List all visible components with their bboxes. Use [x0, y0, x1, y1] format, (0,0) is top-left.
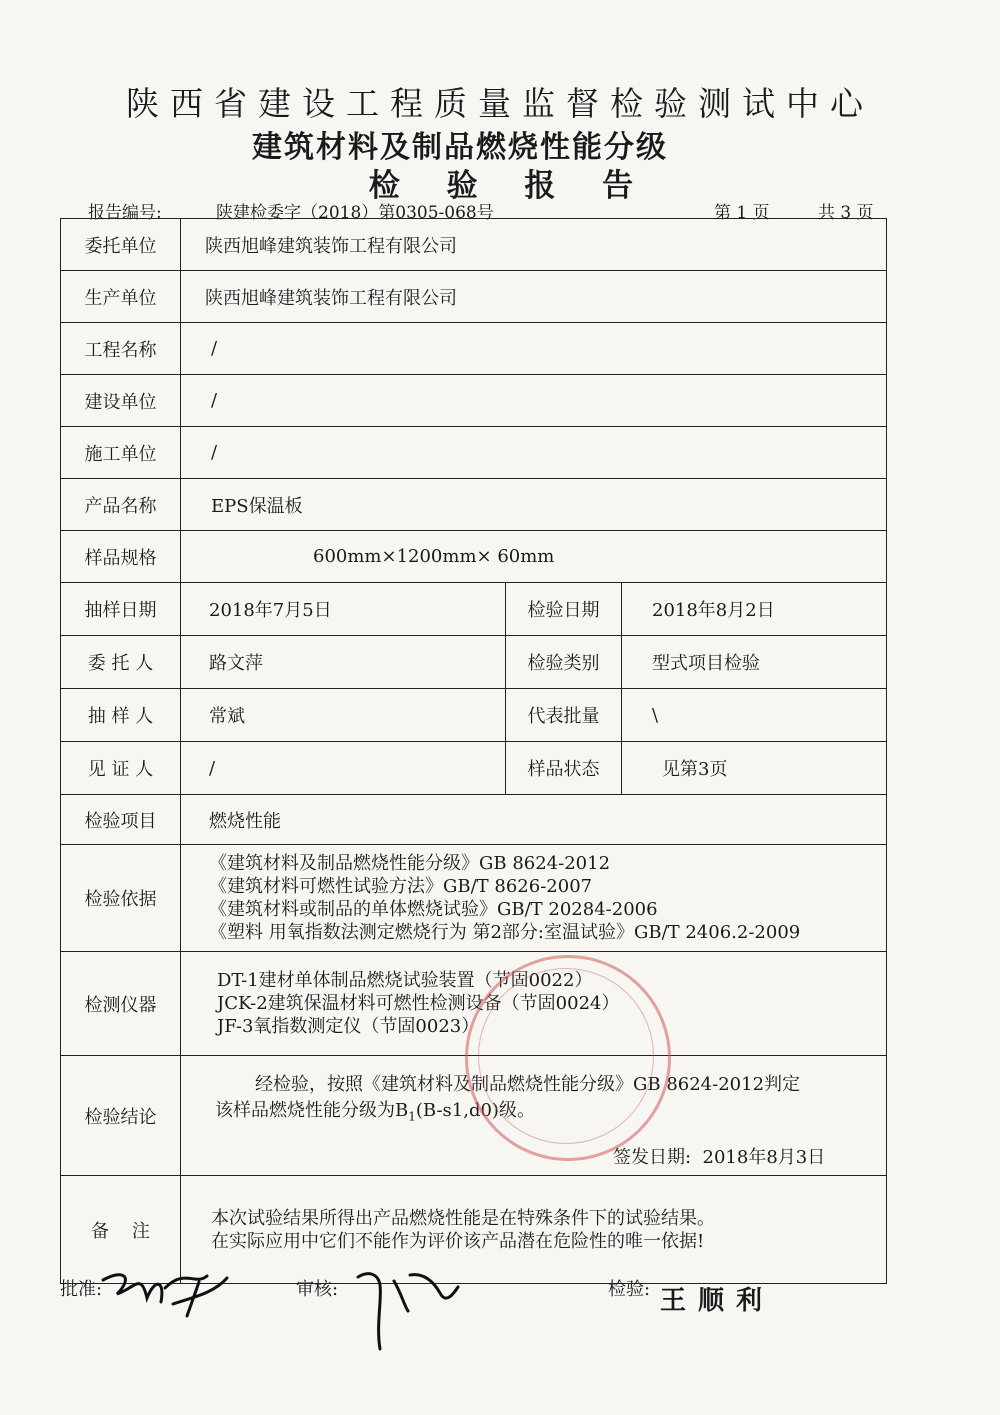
remarks-label: 备 注	[61, 1176, 181, 1284]
report-no: 陕建检委字（2018）第0305-068号	[216, 203, 494, 223]
client-value: 陕西旭峰建筑装饰工程有限公司	[181, 219, 887, 271]
conclusion-grade-suffix: (B-s1,d0)级。	[415, 1100, 535, 1121]
spec-value: 600mm×1200mm× 60mm	[181, 531, 887, 583]
test-type-label: 检验类别	[506, 636, 622, 689]
batch-value: \	[622, 689, 887, 742]
total-pages: 共 3 页	[818, 203, 874, 223]
list-item: DT-1建材单体制品燃烧试验装置（节固0022）	[217, 970, 593, 991]
test-date-label: 检验日期	[506, 583, 622, 636]
table-row	[61, 795, 887, 845]
conclusion-grade-text: 该样品燃烧性能分级为B	[215, 1100, 409, 1121]
table-row	[61, 323, 887, 375]
list-item: 《建筑材料及制品燃烧性能分级》GB 8624-2012	[209, 853, 611, 874]
list-item: JF-3氧指数测定仪（节固0023）	[217, 1016, 480, 1037]
client-label: 委托单位	[61, 219, 181, 271]
list-item: JCK-2建筑保温材料可燃性检测设备（节固0024）	[217, 993, 620, 1014]
sampling-date-label: 抽样日期	[61, 583, 181, 636]
basis-list	[181, 845, 887, 952]
approve-label: 批准:	[60, 1279, 103, 1300]
builder-value: /	[181, 375, 887, 427]
table-row	[61, 479, 887, 531]
table-row	[61, 742, 887, 795]
sample-state-value: 见第3页	[622, 742, 887, 795]
product-label: 产品名称	[61, 479, 181, 531]
instruments-label: 检测仪器	[61, 952, 181, 1056]
conclusion-grade-sub: 1	[408, 1109, 416, 1124]
review-signature	[350, 1265, 470, 1355]
page-info: 第 1 页	[714, 203, 770, 223]
issue-date: 2018年8月3日	[702, 1147, 826, 1168]
inspect-signature: 王顺利	[660, 1286, 775, 1316]
seal-inner-ring	[478, 968, 654, 1144]
issue-date-label: 签发日期:	[613, 1147, 692, 1168]
inspect-label: 检验:	[608, 1279, 651, 1300]
witness-value: /	[181, 742, 506, 795]
table-row	[61, 219, 887, 271]
test-item-label: 检验项目	[61, 795, 181, 845]
table-row	[61, 583, 887, 636]
table-row	[61, 531, 887, 583]
org-title: 陕西省建设工程质量监督检验测试中心	[126, 84, 874, 123]
test-item-value: 燃烧性能	[181, 795, 887, 845]
review-label: 审核:	[296, 1279, 339, 1300]
table-row	[61, 636, 887, 689]
list-item: 《建筑材料或制品的单体燃烧试验》GB/T 20284-2006	[209, 899, 658, 920]
producer-value: 陕西旭峰建筑装饰工程有限公司	[181, 271, 887, 323]
test-date-value: 2018年8月2日	[622, 583, 887, 636]
contractor-value: /	[181, 427, 887, 479]
table-row	[61, 427, 887, 479]
report-table	[60, 218, 887, 1284]
issue-date-row	[613, 1143, 825, 1169]
delegate-label: 委 托 人	[61, 636, 181, 689]
contractor-label: 施工单位	[61, 427, 181, 479]
conclusion-line-1: 经检验，按照《建筑材料及制品燃烧性能分级》GB 8624-2012判定	[255, 1074, 801, 1095]
project-value: /	[181, 323, 887, 375]
witness-label: 见 证 人	[61, 742, 181, 795]
approve-signature	[95, 1258, 235, 1318]
producer-label: 生产单位	[61, 271, 181, 323]
table-row	[61, 375, 887, 427]
sampler-value: 常斌	[181, 689, 506, 742]
table-row	[61, 689, 887, 742]
builder-label: 建设单位	[61, 375, 181, 427]
spec-label: 样品规格	[61, 531, 181, 583]
delegate-value: 路文萍	[181, 636, 506, 689]
table-row	[61, 845, 887, 952]
test-type-value: 型式项目检验	[622, 636, 887, 689]
list-item: 《塑料 用氧指数法测定燃烧行为 第2部分:室温试验》GB/T 2406.2-2009	[209, 922, 801, 943]
basis-label: 检验依据	[61, 845, 181, 952]
conclusion-label: 检验结论	[61, 1056, 181, 1176]
sample-state-label: 样品状态	[506, 742, 622, 795]
subject-title: 建筑材料及制品燃烧性能分级	[252, 130, 668, 165]
list-item: 本次试验结果所得出产品燃烧性能是在特殊条件下的试验结果。	[211, 1207, 715, 1229]
product-value: EPS保温板	[181, 479, 887, 531]
list-item: 在实际应用中它们不能作为评价该产品潜在危险性的唯一依据!	[211, 1230, 705, 1252]
batch-label: 代表批量	[506, 689, 622, 742]
project-label: 工程名称	[61, 323, 181, 375]
doc-type-title: 检 验 报 告	[368, 168, 652, 204]
sampler-label: 抽 样 人	[61, 689, 181, 742]
remarks-list	[181, 1176, 887, 1284]
list-item: 《建筑材料可燃性试验方法》GB/T 8626-2007	[209, 876, 593, 897]
table-row	[61, 271, 887, 323]
report-no-label: 报告编号:	[88, 203, 162, 223]
sampling-date-value: 2018年7月5日	[181, 583, 506, 636]
